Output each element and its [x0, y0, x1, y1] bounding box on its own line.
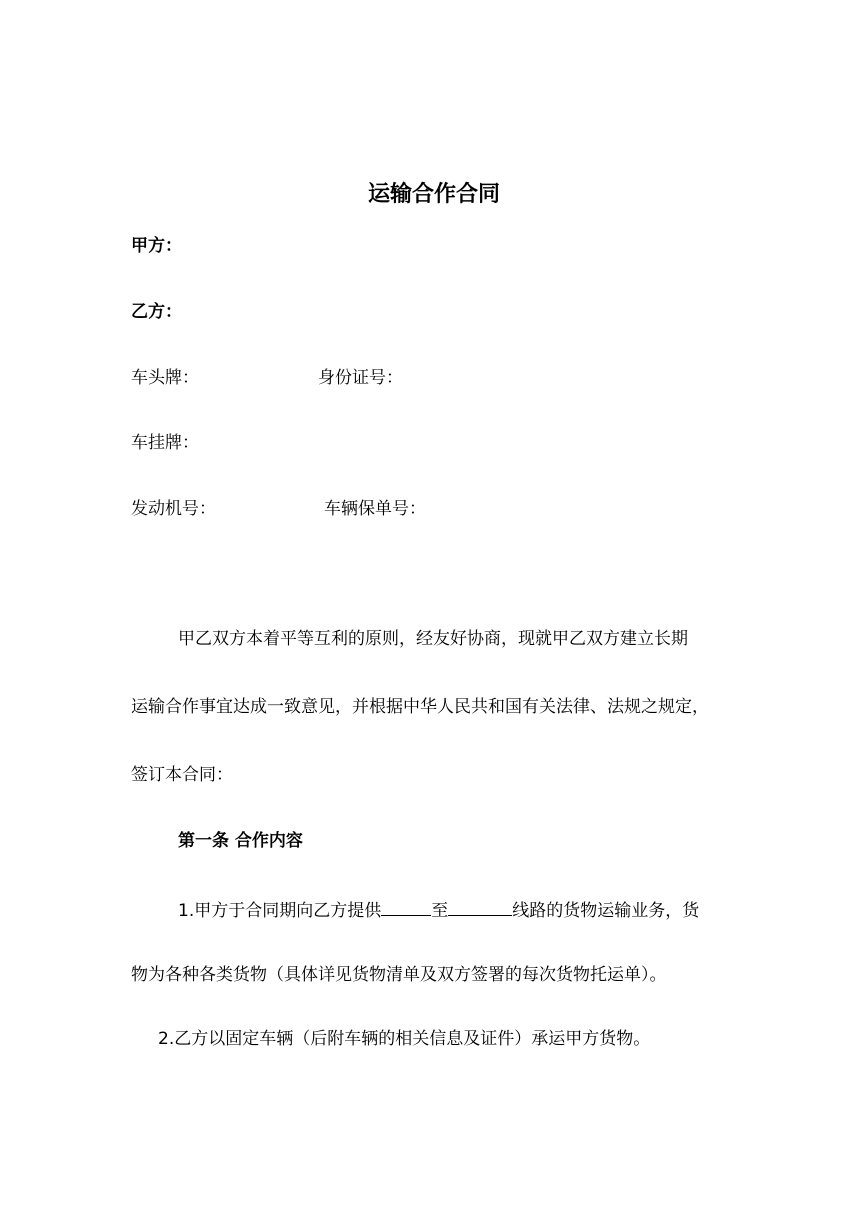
route-destination-blank [448, 897, 512, 916]
clause-1-line-1 [178, 897, 699, 922]
party-a-label: 甲方： [131, 236, 182, 256]
preamble-line-3: 签订本合同： [131, 765, 233, 785]
contract-title: 运输合作合同 [367, 182, 500, 207]
clause-1-text-a: 1.甲方于合同期向乙方提供 [178, 901, 382, 921]
preamble-line-2: 运输合作事宜达成一致意见，并根据中华人民共和国有关法律、法规之规定， [131, 697, 709, 717]
clause-1-text-c: 线路的货物运输业务，货 [512, 901, 700, 921]
clause-1-text-b: 至 [431, 901, 449, 921]
insurance-number-label: 车辆保单号： [324, 499, 426, 519]
party-b-label: 乙方： [131, 302, 182, 322]
trailer-plate-label: 车挂牌： [131, 433, 199, 453]
clause-2: 2.乙方以固定车辆（后附车辆的相关信息及证件）承运甲方货物。 [158, 1029, 651, 1049]
truck-head-plate-label: 车头牌： [131, 368, 199, 388]
article-1-heading: 第一条 合作内容 [178, 831, 303, 851]
engine-number-label: 发动机号： [131, 499, 216, 519]
preamble-line-1: 甲乙双方本着平等互利的原则，经友好协商，现就甲乙双方建立长期 [178, 629, 688, 649]
clause-1-line-2: 物为各种各类货物（具体详见货物清单及双方签署的每次货物托运单）。 [131, 965, 667, 985]
id-number-label: 身份证号： [318, 368, 403, 388]
route-origin-blank [381, 897, 431, 916]
